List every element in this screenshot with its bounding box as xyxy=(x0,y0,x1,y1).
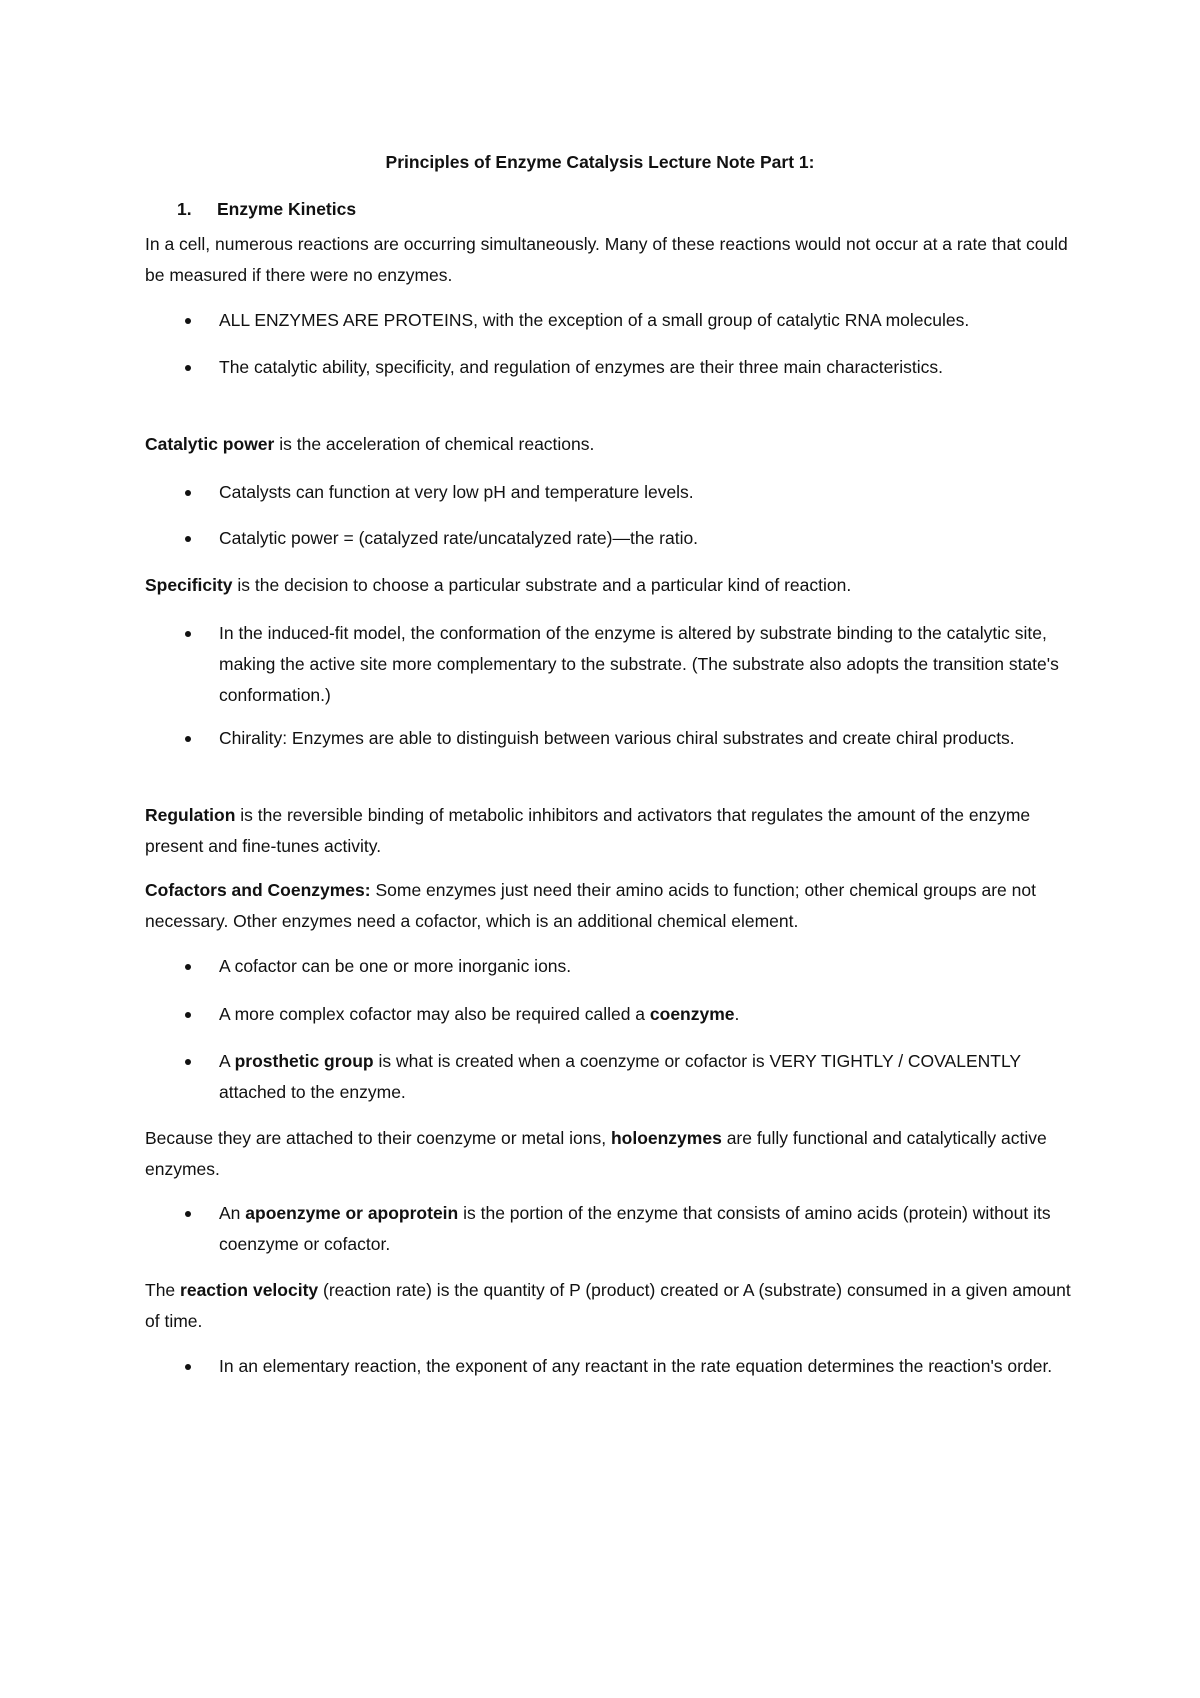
term-specificity: Specificity xyxy=(145,575,233,595)
term-prosthetic-group: prosthetic group xyxy=(234,1051,374,1071)
paragraph-text: is the reversible binding of metabolic inhibitors and activators that regulates the amount of the enzyme present and fine-tunes activity. xyxy=(145,805,1031,856)
list-item xyxy=(185,523,1065,554)
intro-paragraph: In a cell, numerous reactions are occurring simultaneously. Many of these reactions would not occur at a rate that could be measured if there were no enzymes. xyxy=(145,234,1068,285)
list-item xyxy=(185,1351,1065,1382)
list-item-text xyxy=(219,1198,1065,1260)
list-item-text xyxy=(219,999,1065,1030)
bullet-icon xyxy=(185,490,191,496)
list-item-text: In an elementary reaction, the exponent of any reactant in the rate equation determines the reaction's order. xyxy=(219,1356,1053,1376)
section-number: 1. xyxy=(177,199,192,219)
list-item-text: Catalysts can function at very low pH and temperature levels. xyxy=(219,482,694,502)
term-apoenzyme: apoenzyme or apoprotein xyxy=(245,1203,459,1223)
text-segment: An xyxy=(219,1203,246,1223)
list-item xyxy=(185,951,1065,982)
term-coenzyme: coenzyme xyxy=(649,1004,735,1024)
list-item xyxy=(185,618,1065,711)
list-item-text: ALL ENZYMES ARE PROTEINS, with the exception of a small group of catalytic RNA molecules. xyxy=(219,310,970,330)
bullet-icon xyxy=(185,1364,191,1370)
term-holoenzymes: holoenzymes xyxy=(610,1128,722,1148)
holoenzymes-paragraph xyxy=(145,1123,1075,1185)
bullet-icon xyxy=(185,536,191,542)
text-segment: A more complex cofactor may also be required called a xyxy=(219,1004,650,1024)
text-segment: Because they are attached to their coenzyme or metal ions, xyxy=(145,1128,611,1148)
list-item xyxy=(185,723,1065,754)
text-segment: is what is created when a coenzyme or cofactor is VERY TIGHTLY / COVALENTLY attached to the enzyme. xyxy=(219,1051,1021,1102)
list-item xyxy=(185,477,1065,508)
term-reaction-velocity: reaction velocity xyxy=(180,1280,319,1300)
bullet-icon xyxy=(185,1059,191,1065)
list-item xyxy=(185,1198,1065,1260)
list-item xyxy=(185,999,1065,1030)
section-heading xyxy=(177,197,356,221)
term-cofactors-coenzymes: Cofactors and Coenzymes: xyxy=(145,880,371,900)
list-item-text xyxy=(219,1046,1065,1108)
bullet-icon xyxy=(185,365,191,371)
bullet-icon xyxy=(185,964,191,970)
specificity-paragraph xyxy=(145,570,1075,601)
text-segment: The xyxy=(145,1280,181,1300)
reaction-velocity-paragraph xyxy=(145,1275,1075,1337)
text-segment: A xyxy=(219,1051,235,1071)
paragraph-text: is the acceleration of chemical reactions. xyxy=(274,434,595,454)
paragraph-text: is the decision to choose a particular substrate and a particular kind of reaction. xyxy=(232,575,852,595)
list-item-text: The catalytic ability, specificity, and regulation of enzymes are their three main characteristics. xyxy=(219,357,943,377)
list-item xyxy=(185,1046,1065,1108)
bullet-icon xyxy=(185,736,191,742)
cofactors-paragraph xyxy=(145,875,1075,937)
bullet-icon xyxy=(185,318,191,324)
text-segment: . xyxy=(734,1004,740,1024)
term-regulation: Regulation xyxy=(145,805,236,825)
bullet-icon xyxy=(185,1012,191,1018)
list-item-text: Chirality: Enzymes are able to distinguish between various chiral substrates and create chiral products. xyxy=(219,728,1015,748)
catalytic-power-paragraph xyxy=(145,429,1075,460)
term-catalytic-power: Catalytic power xyxy=(145,434,275,454)
text-segment: is the portion of the enzyme that consists of amino acids (protein) without its coenzyme or cofactor. xyxy=(219,1203,1051,1254)
bullet-icon xyxy=(185,631,191,637)
list-item-text: A cofactor can be one or more inorganic ions. xyxy=(219,956,572,976)
list-item xyxy=(185,352,1065,383)
regulation-paragraph xyxy=(145,800,1075,862)
section-heading-text: Enzyme Kinetics xyxy=(217,199,357,219)
bullet-icon xyxy=(185,1211,191,1217)
list-item-text: In the induced-fit model, the conformation of the enzyme is altered by substrate binding to the catalytic site, making the active site more complementary to the substrate. (The substrate also adopts the transition state's conformation.) xyxy=(219,623,1059,705)
document-title: Principles of Enzyme Catalysis Lecture Note Part 1: xyxy=(385,152,815,172)
text-segment: are fully functional and catalytically active enzymes. xyxy=(145,1128,1047,1179)
paragraph-text: Some enzymes just need their amino acids to function; other chemical groups are not necessary. Other enzymes need a cofactor, which is an additional chemical element. xyxy=(145,880,1036,931)
text-segment: (reaction rate) is the quantity of P (product) created or A (substrate) consumed in a given amount of time. xyxy=(145,1280,1071,1331)
list-item xyxy=(185,305,1065,336)
list-item-text: Catalytic power = (catalyzed rate/uncatalyzed rate)—the ratio. xyxy=(219,528,699,548)
